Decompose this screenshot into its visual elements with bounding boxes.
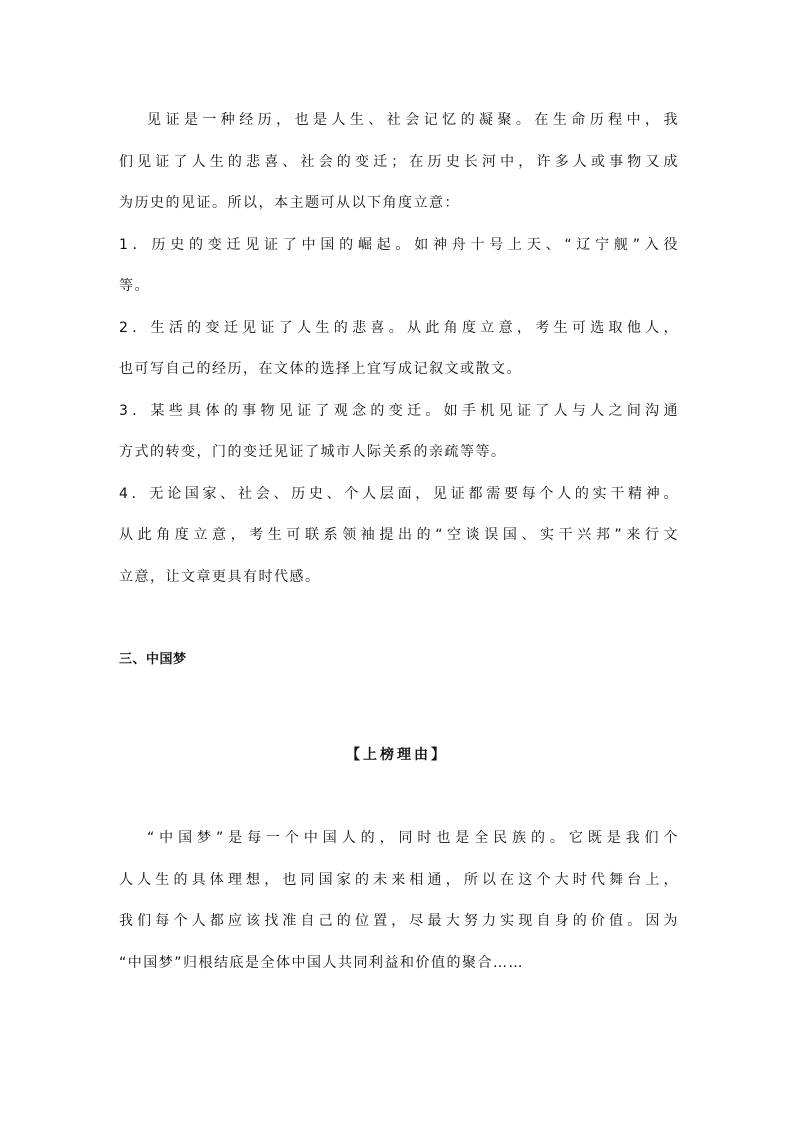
list-item-line: 方式的转变，门的变迁见证了城市人际关系的亲疏等等。 — [119, 444, 507, 460]
list-item-line: 也可写自己的经历，在文体的选择上宜写成记叙文或散文。 — [119, 361, 522, 377]
paragraph-line: 人人生的具体理想，也同国家的未来相通，所以在这个大时代舞台上， — [119, 872, 679, 888]
list-item-line: 从此角度立意，考生可联系领袖提出的“空谈误国、实干兴邦”来行文 — [119, 527, 679, 543]
list-item-line: 立意，让文章更具有时代感。 — [119, 569, 321, 585]
paragraph-line: “中国梦”归根结底是全体中国人共同利益和价值的聚合…… — [119, 955, 525, 971]
list-item-line: 1．历史的变迁见证了中国的崛起。如神舟十号上天、“辽宁舰”入役 — [119, 237, 679, 253]
paragraph-line: 为历史的见证。所以，本主题可从以下角度立意： — [119, 195, 460, 211]
paragraph-line: 们见证了人生的悲喜、社会的变迁；在历史长河中，许多人或事物又成 — [119, 154, 679, 170]
paragraph-line: “中国梦”是每一个中国人的，同时也是全民族的。它既是我们个 — [147, 830, 679, 846]
list-item-line: 等。 — [119, 278, 150, 294]
section-heading: 三、中国梦 — [119, 652, 187, 667]
paragraph-line: 我们每个人都应该找准自己的位置，尽最大努力实现自身的价值。因为 — [119, 913, 679, 929]
list-item-line: 2．生活的变迁见证了人生的悲喜。从此角度立意，考生可选取他人， — [119, 320, 679, 336]
subheading: 【上榜理由】 — [346, 747, 448, 763]
paragraph-line: 见证是一种经历，也是人生、社会记忆的凝聚。在生命历程中，我 — [147, 112, 679, 128]
list-item-line: 4．无论国家、社会、历史、个人层面，见证都需要每个人的实干精神。 — [119, 486, 679, 502]
list-item-line: 3．某些具体的事物见证了观念的变迁。如手机见证了人与人之间沟通 — [119, 403, 679, 419]
